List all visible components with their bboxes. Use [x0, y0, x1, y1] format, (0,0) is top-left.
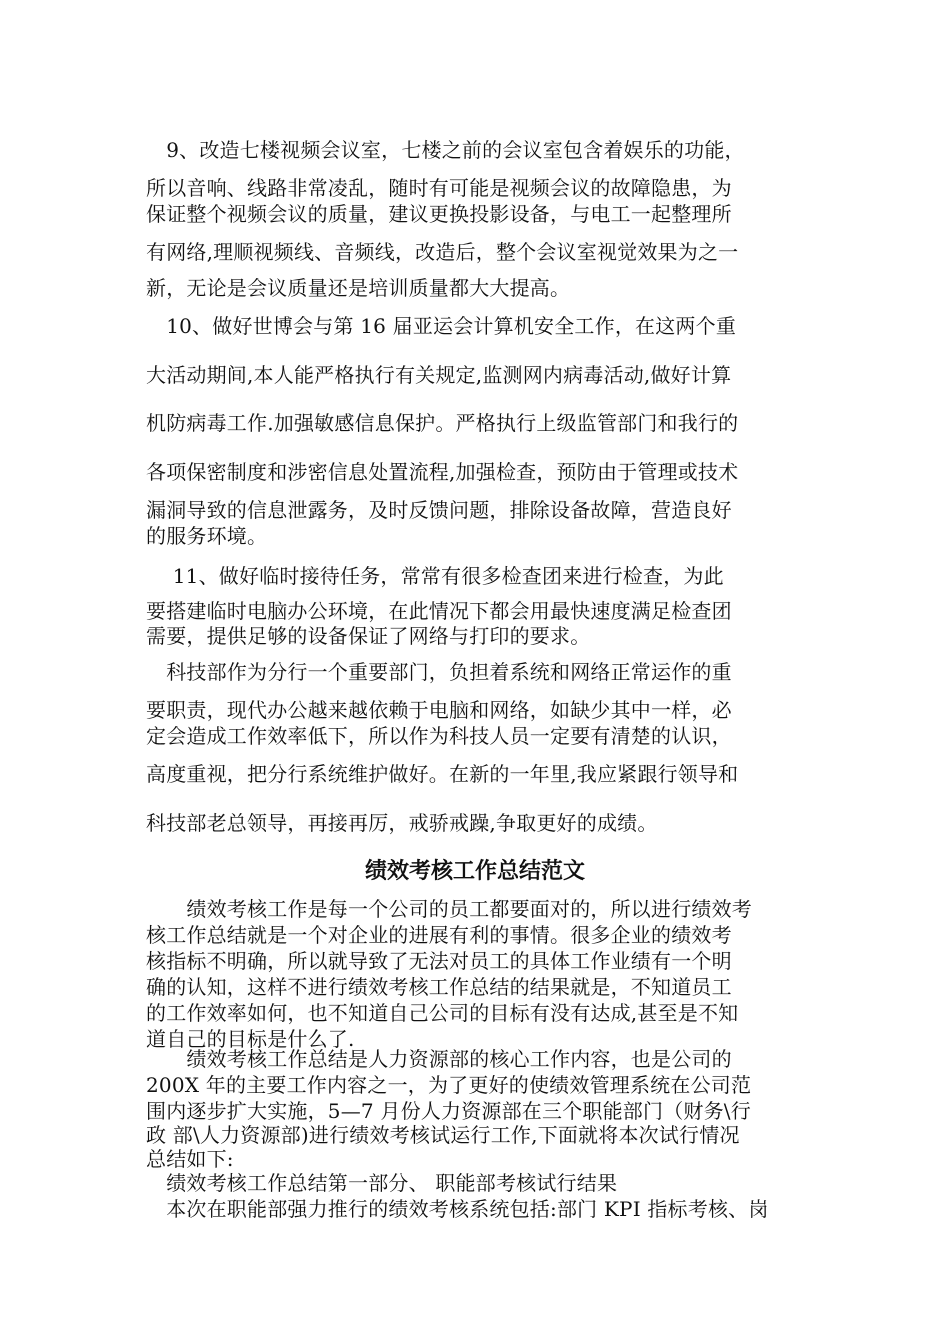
- paragraph-line: 绩效考核工作是每一个公司的员工都要面对的，所以进行绩效考: [146, 897, 752, 921]
- paragraph-line: 要搭建临时电脑办公环境，在此情况下都会用最快速度满足检查团: [146, 599, 732, 623]
- paragraph-line: 核工作总结就是一个对企业的进展有利的事情。很多企业的绩效考: [146, 923, 732, 947]
- paragraph-line: 保证整个视频会议的质量，建议更换投影设备，与电工一起整理所: [146, 202, 732, 226]
- paragraph-line: 本次在职能部强力推行的绩效考核系统包括:部门 KPI 指标考核、岗: [146, 1197, 769, 1221]
- paragraph-line: 高度重视，把分行系统维护做好。在新的一年里,我应紧跟行领导和: [146, 762, 739, 786]
- paragraph-line: 200X 年的主要工作内容之一，为了更好的使绩效管理系统在公司范: [146, 1073, 752, 1097]
- paragraph-line: 的工作效率如何，也不知道自己公司的目标有没有达成,甚至是不知: [146, 1001, 739, 1025]
- paragraph-line: 新，无论是会议质量还是培训质量都大大提高。: [146, 276, 571, 300]
- paragraph-line: 要职责，现代办公越来越依赖于电脑和网络，如缺少其中一样，必: [146, 698, 732, 722]
- paragraph-line: 道自己的目标是什么了.: [146, 1027, 355, 1051]
- paragraph-line: 围内逐步扩大实施，5—7 月份人力资源部在三个职能部门（财务\行: [146, 1099, 751, 1123]
- paragraph-line: 政 部\人力资源部)进行绩效考核试运行工作,下面就将本次试行情况: [146, 1123, 740, 1147]
- paragraph-line: 漏洞导致的信息泄露务，及时反馈问题，排除设备故障，营造良好: [146, 498, 732, 522]
- paragraph-line: 核指标不明确，所以就导致了无法对员工的具体工作业绩有一个明: [146, 949, 732, 973]
- paragraph-line: 各项保密制度和涉密信息处置流程,加强检查，预防由于管理或技术: [146, 460, 739, 484]
- paragraph-line: 所以音响、线路非常凌乱，随时有可能是视频会议的故障隐患，为: [146, 176, 732, 200]
- paragraph-line: 大活动期间,本人能严格执行有关规定,监测网内病毒活动,做好计算: [146, 363, 732, 387]
- paragraph-line: 定会造成工作效率低下，所以作为科技人员一定要有清楚的认识，: [146, 724, 732, 748]
- paragraph-line: 科技部老总领导，再接再厉，戒骄戒躁,争取更好的成绩。: [146, 811, 658, 835]
- paragraph-line: 的服务环境。: [146, 524, 268, 548]
- paragraph-line: 确的认知，这样不进行绩效考核工作总结的结果就是，不知道员工: [146, 975, 732, 999]
- paragraph-line: 绩效考核工作总结第一部分、 职能部考核试行结果: [146, 1171, 618, 1195]
- paragraph-line: 科技部作为分行一个重要部门，负担着系统和网络正常运作的重: [146, 660, 732, 684]
- paragraph-line: 需要，提供足够的设备保证了网络与打印的要求。: [146, 624, 591, 648]
- paragraph-line: 11、做好临时接待任务，常常有很多检查团来进行检查，为此: [146, 564, 724, 588]
- paragraph-line: 总结如下:: [146, 1147, 234, 1171]
- paragraph-line: 9、改造七楼视频会议室，七楼之前的会议室包含着娱乐的功能，: [146, 138, 745, 162]
- paragraph-line: 有网络,理顺视频线、音频线，改造后，整个会议室视觉效果为之一: [146, 240, 739, 264]
- paragraph-line: 绩效考核工作总结是人力资源部的核心工作内容，也是公司的: [146, 1047, 732, 1071]
- document-title: 绩效考核工作总结范文: [364, 858, 585, 884]
- paragraph-line: 机防病毒工作.加强敏感信息保护。严格执行上级监管部门和我行的: [146, 411, 739, 435]
- paragraph-line: 10、做好世博会与第 16 届亚运会计算机安全工作，在这两个重: [146, 314, 737, 338]
